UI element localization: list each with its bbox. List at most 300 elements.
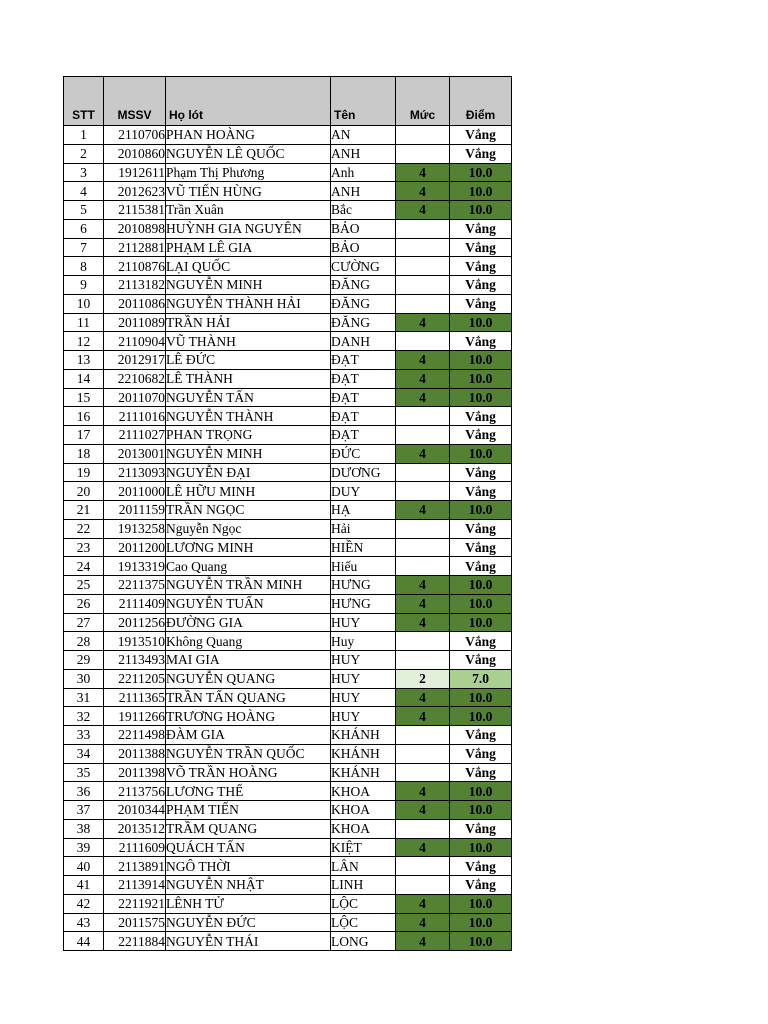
cell-stt: 25 bbox=[64, 576, 104, 595]
table-row bbox=[64, 313, 512, 332]
table-row bbox=[64, 613, 512, 632]
cell-diem: Vắng bbox=[450, 482, 512, 501]
header-muc: Mức bbox=[396, 77, 450, 126]
cell-stt: 21 bbox=[64, 501, 104, 520]
cell-mssv: 2012917 bbox=[104, 351, 166, 370]
cell-ten: HƯNG bbox=[331, 594, 396, 613]
cell-stt: 30 bbox=[64, 669, 104, 688]
cell-ten: ĐẠT bbox=[331, 351, 396, 370]
cell-muc: 4 bbox=[396, 688, 450, 707]
cell-mssv: 2211921 bbox=[104, 894, 166, 913]
cell-mssv: 2012623 bbox=[104, 182, 166, 201]
cell-mssv: 2111409 bbox=[104, 594, 166, 613]
cell-muc: 4 bbox=[396, 913, 450, 932]
cell-ho-lot: VŨ THÀNH bbox=[166, 332, 331, 351]
cell-muc bbox=[396, 219, 450, 238]
table-row bbox=[64, 707, 512, 726]
cell-muc bbox=[396, 819, 450, 838]
cell-mssv: 2011398 bbox=[104, 763, 166, 782]
cell-ho-lot: NGUYỄN TẤN bbox=[166, 388, 331, 407]
cell-diem: Vắng bbox=[450, 126, 512, 145]
table-row bbox=[64, 463, 512, 482]
cell-ten: DƯƠNG bbox=[331, 463, 396, 482]
cell-diem: 10.0 bbox=[450, 182, 512, 201]
cell-mssv: 1912611 bbox=[104, 163, 166, 182]
cell-ten: Huy bbox=[331, 632, 396, 651]
cell-diem: 10.0 bbox=[450, 444, 512, 463]
cell-mssv: 1911266 bbox=[104, 707, 166, 726]
cell-ten: HUY bbox=[331, 669, 396, 688]
cell-stt: 15 bbox=[64, 388, 104, 407]
cell-mssv: 2011200 bbox=[104, 538, 166, 557]
cell-ho-lot: VÕ TRẦN HOÀNG bbox=[166, 763, 331, 782]
cell-ho-lot: LÊNH TỬ bbox=[166, 894, 331, 913]
table-row bbox=[64, 369, 512, 388]
cell-diem: Vắng bbox=[450, 651, 512, 670]
table-row bbox=[64, 388, 512, 407]
cell-muc bbox=[396, 144, 450, 163]
cell-ho-lot: LƯƠNG THẾ bbox=[166, 782, 331, 801]
cell-ten: AN bbox=[331, 126, 396, 145]
cell-mssv: 2011000 bbox=[104, 482, 166, 501]
cell-ho-lot: ĐÀM GIA bbox=[166, 726, 331, 745]
cell-diem: Vắng bbox=[450, 332, 512, 351]
table-row bbox=[64, 276, 512, 295]
table-row bbox=[64, 426, 512, 445]
table-row bbox=[64, 163, 512, 182]
cell-ho-lot: NGUYỄN TUẤN bbox=[166, 594, 331, 613]
table-row bbox=[64, 238, 512, 257]
cell-ten: HUY bbox=[331, 651, 396, 670]
cell-stt: 16 bbox=[64, 407, 104, 426]
cell-mssv: 2112881 bbox=[104, 238, 166, 257]
cell-diem: 7.0 bbox=[450, 669, 512, 688]
cell-muc bbox=[396, 857, 450, 876]
cell-muc bbox=[396, 276, 450, 295]
cell-muc bbox=[396, 538, 450, 557]
cell-stt: 10 bbox=[64, 294, 104, 313]
cell-ho-lot: Trần Xuân bbox=[166, 201, 331, 220]
cell-diem: 10.0 bbox=[450, 576, 512, 595]
cell-mssv: 2113891 bbox=[104, 857, 166, 876]
cell-mssv: 2010344 bbox=[104, 801, 166, 820]
table-row bbox=[64, 894, 512, 913]
cell-ten: ANH bbox=[331, 144, 396, 163]
cell-muc: 4 bbox=[396, 182, 450, 201]
cell-stt: 24 bbox=[64, 557, 104, 576]
cell-ten: DUY bbox=[331, 482, 396, 501]
cell-diem: Vắng bbox=[450, 219, 512, 238]
cell-ten: Anh bbox=[331, 163, 396, 182]
cell-muc: 4 bbox=[396, 501, 450, 520]
cell-ten: ĐẠT bbox=[331, 388, 396, 407]
cell-diem: 10.0 bbox=[450, 369, 512, 388]
cell-muc bbox=[396, 632, 450, 651]
cell-diem: Vắng bbox=[450, 276, 512, 295]
table-row bbox=[64, 801, 512, 820]
cell-mssv: 2211375 bbox=[104, 576, 166, 595]
table-row bbox=[64, 351, 512, 370]
cell-stt: 32 bbox=[64, 707, 104, 726]
cell-mssv: 2011575 bbox=[104, 913, 166, 932]
table-row bbox=[64, 538, 512, 557]
table-row bbox=[64, 838, 512, 857]
cell-muc bbox=[396, 463, 450, 482]
cell-ten: KHOA bbox=[331, 801, 396, 820]
cell-ten: ĐẠT bbox=[331, 426, 396, 445]
cell-ho-lot: PHẠM LÊ GIA bbox=[166, 238, 331, 257]
cell-ten: LONG bbox=[331, 932, 396, 951]
cell-ten: ĐẠT bbox=[331, 407, 396, 426]
cell-diem: 10.0 bbox=[450, 594, 512, 613]
cell-muc: 4 bbox=[396, 782, 450, 801]
table-row bbox=[64, 576, 512, 595]
cell-mssv: 2010898 bbox=[104, 219, 166, 238]
cell-ho-lot: NGUYỄN QUANG bbox=[166, 669, 331, 688]
cell-muc bbox=[396, 557, 450, 576]
cell-diem: Vắng bbox=[450, 294, 512, 313]
cell-ten: CƯỜNG bbox=[331, 257, 396, 276]
header-stt: STT bbox=[64, 77, 104, 126]
cell-diem: 10.0 bbox=[450, 801, 512, 820]
cell-stt: 43 bbox=[64, 913, 104, 932]
table-body bbox=[64, 126, 512, 951]
cell-stt: 11 bbox=[64, 313, 104, 332]
cell-stt: 6 bbox=[64, 219, 104, 238]
cell-muc: 4 bbox=[396, 576, 450, 595]
table-row bbox=[64, 332, 512, 351]
cell-mssv: 2011388 bbox=[104, 744, 166, 763]
cell-mssv: 2011159 bbox=[104, 501, 166, 520]
cell-diem: Vắng bbox=[450, 557, 512, 576]
cell-muc: 4 bbox=[396, 351, 450, 370]
cell-mssv: 2013001 bbox=[104, 444, 166, 463]
cell-muc: 4 bbox=[396, 932, 450, 951]
cell-mssv: 2211884 bbox=[104, 932, 166, 951]
cell-ten: ĐĂNG bbox=[331, 294, 396, 313]
cell-mssv: 2113182 bbox=[104, 276, 166, 295]
table-row bbox=[64, 407, 512, 426]
cell-diem: 10.0 bbox=[450, 932, 512, 951]
cell-stt: 3 bbox=[64, 163, 104, 182]
cell-stt: 8 bbox=[64, 257, 104, 276]
cell-diem: Vắng bbox=[450, 744, 512, 763]
cell-ho-lot: NGUYỄN NHẬT bbox=[166, 876, 331, 895]
cell-muc bbox=[396, 482, 450, 501]
cell-muc: 4 bbox=[396, 707, 450, 726]
cell-mssv: 2115381 bbox=[104, 201, 166, 220]
cell-mssv: 2113914 bbox=[104, 876, 166, 895]
table-row bbox=[64, 632, 512, 651]
cell-ho-lot: TRẦN NGỌC bbox=[166, 501, 331, 520]
cell-muc bbox=[396, 238, 450, 257]
cell-ho-lot: QUÁCH TẤN bbox=[166, 838, 331, 857]
cell-ten: Bắc bbox=[331, 201, 396, 220]
cell-stt: 34 bbox=[64, 744, 104, 763]
cell-ten: HUY bbox=[331, 613, 396, 632]
cell-muc: 4 bbox=[396, 838, 450, 857]
table-row bbox=[64, 501, 512, 520]
cell-muc: 4 bbox=[396, 894, 450, 913]
cell-diem: Vắng bbox=[450, 857, 512, 876]
cell-ho-lot: Phạm Thị Phương bbox=[166, 163, 331, 182]
cell-muc: 4 bbox=[396, 613, 450, 632]
cell-diem: Vắng bbox=[450, 876, 512, 895]
table-row bbox=[64, 763, 512, 782]
cell-muc: 4 bbox=[396, 594, 450, 613]
cell-muc bbox=[396, 294, 450, 313]
cell-diem: 10.0 bbox=[450, 913, 512, 932]
cell-diem: 10.0 bbox=[450, 707, 512, 726]
table-row bbox=[64, 182, 512, 201]
cell-ho-lot: LẠI QUỐC bbox=[166, 257, 331, 276]
cell-stt: 9 bbox=[64, 276, 104, 295]
header-ho-lot: Họ lót bbox=[166, 77, 331, 126]
cell-stt: 37 bbox=[64, 801, 104, 820]
cell-ho-lot: TRƯƠNG HOÀNG bbox=[166, 707, 331, 726]
table-row bbox=[64, 482, 512, 501]
cell-ho-lot: MAI GIA bbox=[166, 651, 331, 670]
cell-ho-lot: NGUYỄN ĐẠI bbox=[166, 463, 331, 482]
cell-diem: Vắng bbox=[450, 463, 512, 482]
cell-mssv: 2110904 bbox=[104, 332, 166, 351]
cell-ten: HẠ bbox=[331, 501, 396, 520]
cell-ho-lot: NGUYỄN THÁI bbox=[166, 932, 331, 951]
cell-stt: 20 bbox=[64, 482, 104, 501]
cell-stt: 2 bbox=[64, 144, 104, 163]
cell-ho-lot: NGUYỄN THÀNH HẢI bbox=[166, 294, 331, 313]
cell-ten: ANH bbox=[331, 182, 396, 201]
cell-mssv: 2011256 bbox=[104, 613, 166, 632]
cell-diem: Vắng bbox=[450, 426, 512, 445]
cell-stt: 19 bbox=[64, 463, 104, 482]
cell-ho-lot: Nguyễn Ngọc bbox=[166, 519, 331, 538]
cell-ho-lot: ĐƯỜNG GIA bbox=[166, 613, 331, 632]
table-row bbox=[64, 782, 512, 801]
cell-ho-lot: NGUYỄN LÊ QUỐC bbox=[166, 144, 331, 163]
cell-diem: Vắng bbox=[450, 819, 512, 838]
table-row bbox=[64, 557, 512, 576]
cell-ho-lot: NGÔ THỜI bbox=[166, 857, 331, 876]
cell-muc: 4 bbox=[396, 201, 450, 220]
cell-ho-lot: TRẦN HẢI bbox=[166, 313, 331, 332]
cell-stt: 23 bbox=[64, 538, 104, 557]
cell-muc bbox=[396, 332, 450, 351]
cell-ho-lot: NGUYỄN ĐỨC bbox=[166, 913, 331, 932]
cell-mssv: 2111016 bbox=[104, 407, 166, 426]
header-mssv: MSSV bbox=[104, 77, 166, 126]
cell-stt: 27 bbox=[64, 613, 104, 632]
cell-ho-lot: NGUYỄN TRẦN QUỐC bbox=[166, 744, 331, 763]
cell-mssv: 2011089 bbox=[104, 313, 166, 332]
cell-stt: 38 bbox=[64, 819, 104, 838]
cell-diem: 10.0 bbox=[450, 501, 512, 520]
table-row bbox=[64, 819, 512, 838]
table-row bbox=[64, 519, 512, 538]
table-row bbox=[64, 726, 512, 745]
cell-ho-lot: PHAN TRỌNG bbox=[166, 426, 331, 445]
cell-ten: KHÁNH bbox=[331, 726, 396, 745]
table-row bbox=[64, 669, 512, 688]
cell-ho-lot: LƯƠNG MINH bbox=[166, 538, 331, 557]
cell-muc bbox=[396, 744, 450, 763]
cell-muc: 4 bbox=[396, 313, 450, 332]
cell-ho-lot: LÊ HỮU MINH bbox=[166, 482, 331, 501]
cell-ten: Hiếu bbox=[331, 557, 396, 576]
cell-ho-lot: Cao Quang bbox=[166, 557, 331, 576]
cell-ten: BẢO bbox=[331, 219, 396, 238]
cell-ten: LINH bbox=[331, 876, 396, 895]
header-row bbox=[64, 77, 512, 126]
cell-diem: 10.0 bbox=[450, 688, 512, 707]
cell-ho-lot: VŨ TIẾN HÙNG bbox=[166, 182, 331, 201]
cell-ten: ĐĂNG bbox=[331, 276, 396, 295]
cell-stt: 29 bbox=[64, 651, 104, 670]
cell-stt: 39 bbox=[64, 838, 104, 857]
cell-mssv: 1913319 bbox=[104, 557, 166, 576]
cell-stt: 35 bbox=[64, 763, 104, 782]
cell-mssv: 2111027 bbox=[104, 426, 166, 445]
cell-muc bbox=[396, 876, 450, 895]
cell-mssv: 1913510 bbox=[104, 632, 166, 651]
cell-muc bbox=[396, 426, 450, 445]
cell-stt: 41 bbox=[64, 876, 104, 895]
cell-ho-lot: NGUYỄN THÀNH bbox=[166, 407, 331, 426]
cell-ho-lot: LÊ ĐỨC bbox=[166, 351, 331, 370]
cell-muc bbox=[396, 651, 450, 670]
table-row bbox=[64, 876, 512, 895]
cell-diem: 10.0 bbox=[450, 201, 512, 220]
table-row bbox=[64, 257, 512, 276]
cell-diem: 10.0 bbox=[450, 613, 512, 632]
cell-ten: LỘC bbox=[331, 913, 396, 932]
cell-muc bbox=[396, 126, 450, 145]
table-row bbox=[64, 688, 512, 707]
cell-diem: 10.0 bbox=[450, 894, 512, 913]
cell-diem: Vắng bbox=[450, 726, 512, 745]
table-row bbox=[64, 144, 512, 163]
cell-mssv: 2110876 bbox=[104, 257, 166, 276]
cell-ho-lot: HUỲNH GIA NGUYÊN bbox=[166, 219, 331, 238]
cell-ho-lot: NGUYỄN MINH bbox=[166, 444, 331, 463]
cell-diem: Vắng bbox=[450, 519, 512, 538]
cell-stt: 7 bbox=[64, 238, 104, 257]
cell-diem: Vắng bbox=[450, 538, 512, 557]
cell-ten: DANH bbox=[331, 332, 396, 351]
cell-mssv: 2113493 bbox=[104, 651, 166, 670]
cell-ho-lot: TRẦN TẤN QUANG bbox=[166, 688, 331, 707]
cell-diem: Vắng bbox=[450, 632, 512, 651]
cell-muc bbox=[396, 726, 450, 745]
cell-mssv: 2113756 bbox=[104, 782, 166, 801]
cell-muc: 2 bbox=[396, 669, 450, 688]
cell-mssv: 2111365 bbox=[104, 688, 166, 707]
cell-diem: 10.0 bbox=[450, 782, 512, 801]
cell-ten: Hải bbox=[331, 519, 396, 538]
cell-ten: KHÁNH bbox=[331, 763, 396, 782]
cell-stt: 33 bbox=[64, 726, 104, 745]
cell-diem: Vắng bbox=[450, 144, 512, 163]
table-row bbox=[64, 594, 512, 613]
cell-stt: 31 bbox=[64, 688, 104, 707]
cell-ten: KIỆT bbox=[331, 838, 396, 857]
cell-mssv: 2013512 bbox=[104, 819, 166, 838]
cell-ten: HIỀN bbox=[331, 538, 396, 557]
cell-stt: 22 bbox=[64, 519, 104, 538]
cell-stt: 26 bbox=[64, 594, 104, 613]
cell-ten: BẢO bbox=[331, 238, 396, 257]
table-row bbox=[64, 219, 512, 238]
score-table bbox=[63, 76, 512, 951]
cell-mssv: 2211498 bbox=[104, 726, 166, 745]
cell-stt: 1 bbox=[64, 126, 104, 145]
cell-stt: 44 bbox=[64, 932, 104, 951]
cell-mssv: 2111609 bbox=[104, 838, 166, 857]
cell-mssv: 2113093 bbox=[104, 463, 166, 482]
cell-ten: ĐỨC bbox=[331, 444, 396, 463]
cell-mssv: 1913258 bbox=[104, 519, 166, 538]
header-ten: Tên bbox=[331, 77, 396, 126]
cell-ho-lot: PHẠM TIẾN bbox=[166, 801, 331, 820]
cell-ho-lot: TRẦM QUANG bbox=[166, 819, 331, 838]
cell-diem: 10.0 bbox=[450, 388, 512, 407]
cell-ten: KHOA bbox=[331, 819, 396, 838]
cell-mssv: 2210682 bbox=[104, 369, 166, 388]
cell-muc: 4 bbox=[396, 369, 450, 388]
header-diem: Điểm bbox=[450, 77, 512, 126]
cell-diem: 10.0 bbox=[450, 351, 512, 370]
cell-stt: 18 bbox=[64, 444, 104, 463]
cell-muc: 4 bbox=[396, 444, 450, 463]
cell-muc bbox=[396, 519, 450, 538]
cell-ten: HUY bbox=[331, 707, 396, 726]
cell-muc bbox=[396, 257, 450, 276]
cell-stt: 12 bbox=[64, 332, 104, 351]
cell-ho-lot: NGUYỄN MINH bbox=[166, 276, 331, 295]
cell-diem: 10.0 bbox=[450, 838, 512, 857]
cell-stt: 42 bbox=[64, 894, 104, 913]
table-row bbox=[64, 651, 512, 670]
cell-ho-lot: LÊ THÀNH bbox=[166, 369, 331, 388]
cell-diem: 10.0 bbox=[450, 163, 512, 182]
cell-ten: ĐẠT bbox=[331, 369, 396, 388]
cell-diem: Vắng bbox=[450, 763, 512, 782]
cell-muc bbox=[396, 407, 450, 426]
cell-ten: HƯNG bbox=[331, 576, 396, 595]
cell-diem: 10.0 bbox=[450, 313, 512, 332]
cell-mssv: 2010860 bbox=[104, 144, 166, 163]
cell-muc bbox=[396, 763, 450, 782]
cell-ten: HUY bbox=[331, 688, 396, 707]
cell-mssv: 2011070 bbox=[104, 388, 166, 407]
cell-diem: Vắng bbox=[450, 257, 512, 276]
cell-stt: 14 bbox=[64, 369, 104, 388]
table-row bbox=[64, 744, 512, 763]
cell-stt: 4 bbox=[64, 182, 104, 201]
cell-diem: Vắng bbox=[450, 407, 512, 426]
table-row bbox=[64, 857, 512, 876]
cell-stt: 13 bbox=[64, 351, 104, 370]
table-row bbox=[64, 201, 512, 220]
cell-stt: 28 bbox=[64, 632, 104, 651]
cell-mssv: 2011086 bbox=[104, 294, 166, 313]
table-row bbox=[64, 126, 512, 145]
cell-muc: 4 bbox=[396, 388, 450, 407]
cell-stt: 40 bbox=[64, 857, 104, 876]
cell-ho-lot: Không Quang bbox=[166, 632, 331, 651]
cell-diem: Vắng bbox=[450, 238, 512, 257]
table-row bbox=[64, 444, 512, 463]
